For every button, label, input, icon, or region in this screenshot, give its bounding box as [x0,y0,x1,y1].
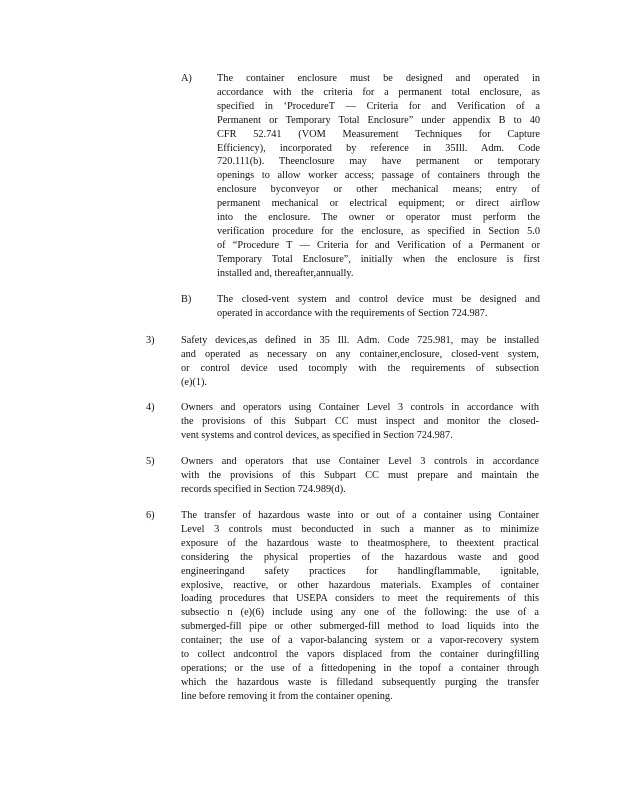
text-line: Temporary Total Enclosure”, initially when the enclosure is first [217,253,540,265]
item-text [217,72,540,281]
text-line: which the hazardous waste is filledand subsequently purging the transfer [181,676,539,688]
text-line: line before removing it from the container opening. [181,690,393,702]
text-line: engineeringand safety practices for handlingflammable, ignitable, [181,565,539,577]
item-text [217,293,540,321]
text-line: Efficiency), incorporated by reference in 35Ill. Adm. Code [217,142,540,154]
text-line: considering the physical properties of the hazardous waste and good [181,551,539,563]
text-line: explosive, reactive, or other hazardous materials. Examples of container [181,579,539,591]
text-line: Permanent or Temporary Total Enclosure” under appendix B to 40 [217,114,540,126]
text-line: submerged-fill pipe or other submerged-fill method to load liquids into the [181,621,539,633]
item-text [181,401,539,443]
text-line: installed and, thereafter,annually. [217,267,354,279]
text-line: (e)(1). [181,376,208,388]
text-line: 720.111(b). Theenclosure may have permanent or temporary [217,156,540,168]
item-text [181,509,539,704]
text-line: verification procedure for the enclosure, as specified in Section 5.0 [217,225,540,237]
text-line: enclosure byconveyor or other mechanical means; entry of [217,184,540,196]
text-line: The transfer of hazardous waste into or out of a container using Container [181,510,539,521]
text-line: exposure of the hazardous waste to theatmosphere, to theextent practical [181,537,539,549]
text-line: with the provisions of this Subpart CC must prepare and maintain the [181,469,539,481]
text-line: loading procedures that USEPA considers to meet the requirements of this [181,593,539,605]
text-line: or control device used tocomply with the requirements of subsection [181,362,539,374]
item-label: B) [181,294,192,305]
text-line: Owners and operators that use Container Level 3 controls in accordance [181,456,539,467]
text-line: to collect andcontrol the vapors displaced from the container duringfilling [181,649,539,661]
item-text [181,334,539,390]
text-line: records specified in Section 724.989(d). [181,483,346,495]
item-label: 3) [146,335,155,346]
text-line: accordance with the criteria for a permanent total enclosure, as [217,86,540,98]
item-label: 5) [146,456,155,467]
text-line: The closed-vent system and control device must be designed and [217,294,540,305]
text-line: The container enclosure must be designed and operated in [217,73,540,84]
text-line: openings to allow worker access; passage of containers through the [217,170,540,182]
text-line: and operated as necessary on any container,enclosure, closed-vent system, [181,348,539,360]
text-line: into the enclosure. The owner or operator must perform the [217,212,540,224]
text-line: container; the use of a vapor-balancing system or a vapor-recovery system [181,635,539,647]
text-line: CFR 52.741 (VOM Measurement Techniques for Capture [217,128,540,140]
text-line: Owners and operators using Container Level 3 controls in accordance with [181,402,539,413]
text-line: vent systems and control devices, as specified in Section 724.987. [181,429,453,441]
item-label: 6) [146,510,155,521]
text-line: subsectio n (e)(6) include using any one of the following: the use of a [181,607,539,619]
text-line: of “Procedure T — Criteria for and Verification of a Permanent or [217,239,540,251]
text-line: permanent mechanical or electrical equipment; or direct airflow [217,198,540,210]
text-line: specified in ‘ProcedureT — Criteria for and Verification of a [217,100,540,112]
text-line: operated in accordance with the requirements of Section 724.987. [217,307,488,319]
item-label: A) [181,73,192,84]
item-label: 4) [146,402,155,413]
text-line: operations; or the use of a fittedopening in the topof a container through [181,662,539,674]
text-line: Safety devices,as defined in 35 Ill. Adm. Code 725.981, may be installed [181,335,539,346]
text-line: the provisions of this Subpart CC must inspect and monitor the closed- [181,415,539,427]
item-text [181,455,539,497]
text-line: Level 3 controls must beconducted in such a manner as to minimize [181,523,539,535]
